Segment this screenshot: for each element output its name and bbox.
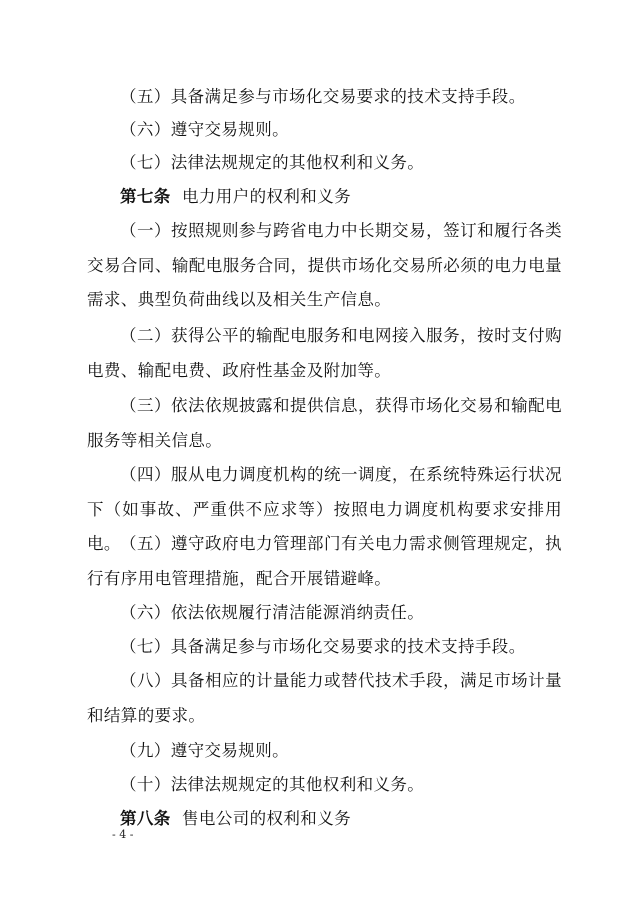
- paragraph-user-1: （一）按照规则参与跨省电力中长期交易，签订和履行各类交易合同、输配电服务合同，提供市场化交易所必须的电力电量需求、典型负荷曲线以及相关生产信息。: [87, 221, 562, 309]
- article-8-title: 售电公司的权利和义务: [182, 809, 351, 828]
- paragraph-user-9: （九）遵守交易规则。: [120, 741, 289, 760]
- paragraph-user-2: （二）获得公平的输配电服务和电网接入服务，按时支付购电费、输配电费、政府性基金及附加等。: [87, 326, 562, 380]
- article-7-number: 第七条: [120, 187, 171, 206]
- paragraph-item-7: （七）法律法规规定的其他权利和义务。: [120, 153, 425, 172]
- article-7-title: 电力用户的权利和义务: [182, 187, 351, 206]
- paragraph-user-3: （三）依法依规披露和提供信息，获得市场化交易和输配电服务等相关信息。: [87, 396, 562, 450]
- page-number: - 4 -: [112, 828, 134, 841]
- paragraph-user-4: （四）服从电力调度机构的统一调度，在系统特殊运行状况下（如事故、严重供不应求等）按照电力调度机构要求安排用电。: [87, 465, 562, 553]
- paragraph-user-10: （十）法律法规规定的其他权利和义务。: [120, 775, 425, 794]
- paragraph-user-8: （八）具备相应的计量能力或替代技术手段，满足市场计量和结算的要求。: [87, 671, 562, 725]
- article-8-heading: [87, 802, 562, 837]
- paragraph-user-5: （五）遵守政府电力管理部门有关电力需求侧管理规定，执行有序用电管理措施，配合开展错避峰。: [87, 534, 562, 588]
- paragraph-item-6: （六）遵守交易规则。: [120, 120, 289, 139]
- article-7-heading: [87, 180, 562, 215]
- paragraph-item-5: （五）具备满足参与市场化交易要求的技术支持手段。: [120, 87, 526, 106]
- paragraph-user-7: （七）具备满足参与市场化交易要求的技术支持手段。: [120, 637, 526, 656]
- article-8-number: 第八条: [120, 809, 171, 828]
- paragraph-user-6: （六）依法依规履行清洁能源消纳责任。: [120, 603, 425, 622]
